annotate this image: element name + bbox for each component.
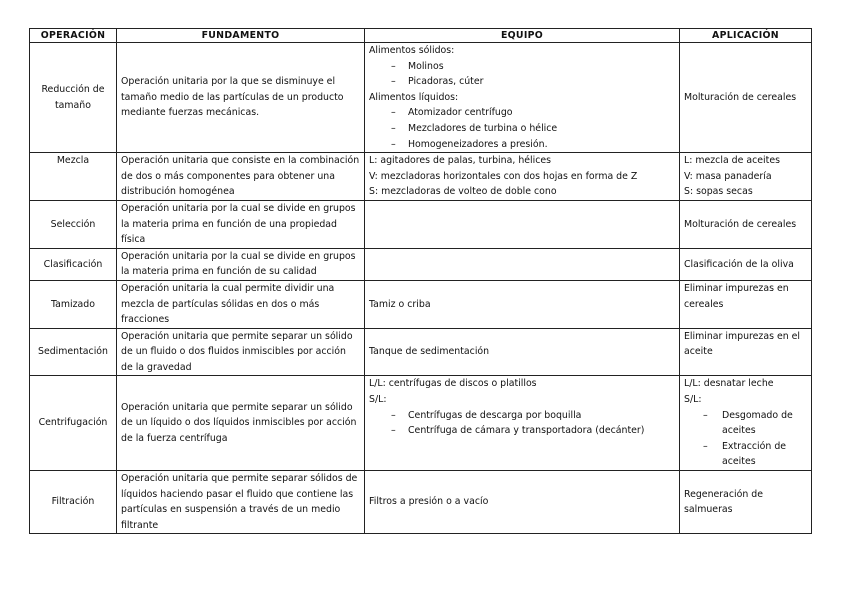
aplicacion-cell: Eliminar impurezas en cereales	[680, 280, 812, 328]
aplicacion-sl-label: S/L:	[684, 394, 702, 406]
aplicacion-line: L: mezcla de aceites	[684, 155, 780, 167]
equipo-sl-list	[369, 408, 675, 439]
aplicacion-line: S: sopas secas	[684, 186, 753, 198]
equipo-line: S: mezcladoras de volteo de doble cono	[369, 186, 557, 198]
aplicacion-cell: Regeneración de salmueras	[680, 471, 812, 534]
table-row	[30, 200, 812, 248]
list-item: – Picadoras, cúter	[369, 74, 675, 90]
table-row	[30, 153, 812, 201]
aplicacion-cell: Clasificación de la oliva	[680, 248, 812, 280]
equipo-cell: Filtros a presión o a vacío	[365, 471, 680, 534]
aplicacion-sl-list	[684, 408, 807, 470]
operacion-cell: Sedimentación	[30, 328, 117, 376]
aplicacion-cell	[680, 153, 812, 201]
header-fundamento: FUNDAMENTO	[117, 29, 365, 43]
operacion-cell: Centrifugación	[30, 376, 117, 471]
fundamento-cell: Operación unitaria que permite separar un sólido de un fluido o dos fluidos inmiscibles por acción de la gravedad	[117, 328, 365, 376]
equipo-line: L: agitadores de palas, turbina, hélices	[369, 155, 552, 167]
list-item: – Mezcladores de turbina o hélice	[369, 121, 675, 137]
operacion-cell: Clasificación	[30, 248, 117, 280]
list-item: – Desgomado de aceites	[684, 408, 807, 439]
equipo-cell	[365, 248, 680, 280]
list-item: – Centrífuga de cámara y transportadora (decánter)	[369, 423, 675, 439]
equipo-solidos-list	[369, 59, 675, 90]
aplicacion-line: V: masa panadería	[684, 170, 772, 182]
table-row	[30, 471, 812, 534]
table-row	[30, 280, 812, 328]
table-row	[30, 43, 812, 153]
fundamento-cell: Operación unitaria por la cual se divide en grupos la materia prima en función de su calidad	[117, 248, 365, 280]
equipo-cell	[365, 43, 680, 153]
fundamento-cell: Operación unitaria por la que se disminuye el tamaño medio de las partículas de un producto mediante fuerzas mecánicas.	[117, 43, 365, 153]
aplicacion-cell: Eliminar impurezas en el aceite	[680, 328, 812, 376]
aplicacion-cell: Molturación de cereales	[680, 200, 812, 248]
equipo-cell	[365, 200, 680, 248]
operacion-cell: Reducción de tamaño	[30, 43, 117, 153]
equipo-cell: Tanque de sedimentación	[365, 328, 680, 376]
equipo-ll-line: L/L: centrífugas de discos o platillos	[369, 378, 537, 390]
header-operacion: OPERACIÓN	[30, 29, 117, 43]
equipo-line: V: mezcladoras horizontales con dos hojas en forma de Z	[369, 170, 638, 182]
table-row	[30, 248, 812, 280]
header-row	[30, 29, 812, 43]
list-item: – Centrífugas de descarga por boquilla	[369, 408, 675, 424]
operacion-cell: Mezcla	[30, 153, 117, 201]
list-item: – Extracción de aceites	[684, 439, 807, 470]
operacion-cell: Tamizado	[30, 280, 117, 328]
table-row	[30, 328, 812, 376]
fundamento-cell: Operación unitaria que permite separar un sólido de un líquido o dos líquidos inmiscibles por acción de la fuerza centrífuga	[117, 376, 365, 471]
fundamento-cell: Operación unitaria que permite separar sólidos de líquidos haciendo pasar el fluido que contiene las partículas en suspensión a través de un medio filtrante	[117, 471, 365, 534]
equipo-liquidos-list	[369, 105, 675, 152]
equipo-sl-label: S/L:	[369, 394, 387, 406]
aplicacion-ll-line: L/L: desnatar leche	[684, 378, 774, 390]
equipo-cell	[365, 376, 680, 471]
equipo-cell: Tamiz o criba	[365, 280, 680, 328]
fundamento-cell: Operación unitaria que consiste en la combinación de dos o más componentes para obtener una distribución homogénea	[117, 153, 365, 201]
header-equipo: EQUIPO	[365, 29, 680, 43]
equipo-cell	[365, 153, 680, 201]
table-row	[30, 376, 812, 471]
header-aplicacion: APLICACIÓN	[680, 29, 812, 43]
operacion-cell: Filtración	[30, 471, 117, 534]
equipo-solidos-label: Alimentos sólidos:	[369, 45, 455, 56]
operacion-cell: Selección	[30, 200, 117, 248]
operations-table	[29, 28, 812, 534]
aplicacion-cell: Molturación de cereales	[680, 43, 812, 153]
list-item: – Homogeneizadores a presión.	[369, 137, 675, 153]
list-item: – Atomizador centrífugo	[369, 105, 675, 121]
aplicacion-cell	[680, 376, 812, 471]
list-item: – Molinos	[369, 59, 675, 75]
equipo-liquidos-label: Alimentos líquidos:	[369, 91, 459, 103]
fundamento-cell: Operación unitaria por la cual se divide en grupos la materia prima en función de una propiedad física	[117, 200, 365, 248]
fundamento-cell: Operación unitaria la cual permite dividir una mezcla de partículas sólidas en dos o más fracciones	[117, 280, 365, 328]
